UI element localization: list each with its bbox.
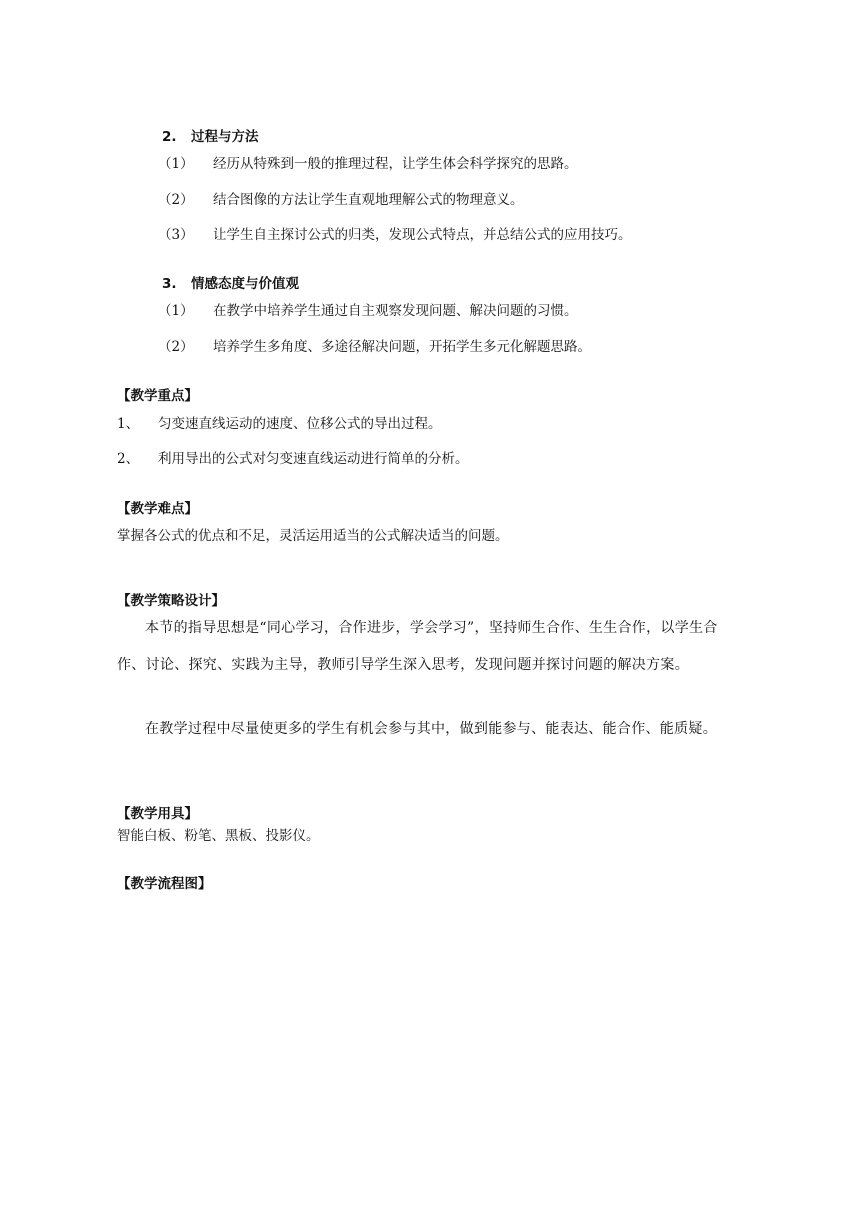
item-text: 培养学生多角度、多途径解决问题，开拓学生多元化解题思路。 xyxy=(213,339,591,355)
section-title: 情感态度与价值观 xyxy=(191,276,299,292)
section-number: 2. xyxy=(162,129,177,145)
item-number: 1、 xyxy=(117,416,140,432)
strategy-paragraph-1: 本节的指导思想是“同心学习，合作进步，学会学习”，坚持师生合作、生生合作，以学生合作、讨论、探究、实践为主导，教师引导学生深入思考，发现问题并探讨问题的解决方案。 xyxy=(117,620,718,673)
heading-text: 【教学难点】 xyxy=(117,501,198,517)
item-text: 匀变速直线运动的速度、位移公式的导出过程。 xyxy=(158,416,442,432)
section-number: 3. xyxy=(162,276,177,292)
item-text: 在教学中培养学生通过自主观察发现问题、解决问题的习惯。 xyxy=(213,303,578,319)
item-text: 经历从特殊到一般的推理过程，让学生体会科学探究的思路。 xyxy=(213,156,578,172)
item-text: 让学生自主探讨公式的归类，发现公式特点，并总结公式的应用技巧。 xyxy=(213,227,632,243)
heading-text: 【教学重点】 xyxy=(117,388,198,404)
item-number: 2、 xyxy=(117,451,140,467)
strategy-paragraph-2: 在教学过程中尽量使更多的学生有机会参与其中，做到能参与、能表达、能合作、能质疑。 xyxy=(145,721,717,737)
item-number: （1） xyxy=(158,303,194,319)
heading-text: 【教学策略设计】 xyxy=(117,593,225,609)
item-text: 结合图像的方法让学生直观地理解公式的物理意义。 xyxy=(213,192,524,208)
heading-text: 【教学用具】 xyxy=(117,806,198,822)
item-number: （2） xyxy=(158,339,194,355)
item-number: （1） xyxy=(158,156,194,172)
body-text: 智能白板、粉笔、黑板、投影仪。 xyxy=(117,828,320,844)
body-text: 掌握各公式的优点和不足，灵活运用适当的公式解决适当的问题。 xyxy=(117,528,509,544)
section-title: 过程与方法 xyxy=(191,129,259,145)
heading-text: 【教学流程图】 xyxy=(117,876,212,892)
item-number: （3） xyxy=(158,227,194,243)
item-number: （2） xyxy=(158,192,194,208)
item-text: 利用导出的公式对匀变速直线运动进行简单的分析。 xyxy=(158,451,469,467)
